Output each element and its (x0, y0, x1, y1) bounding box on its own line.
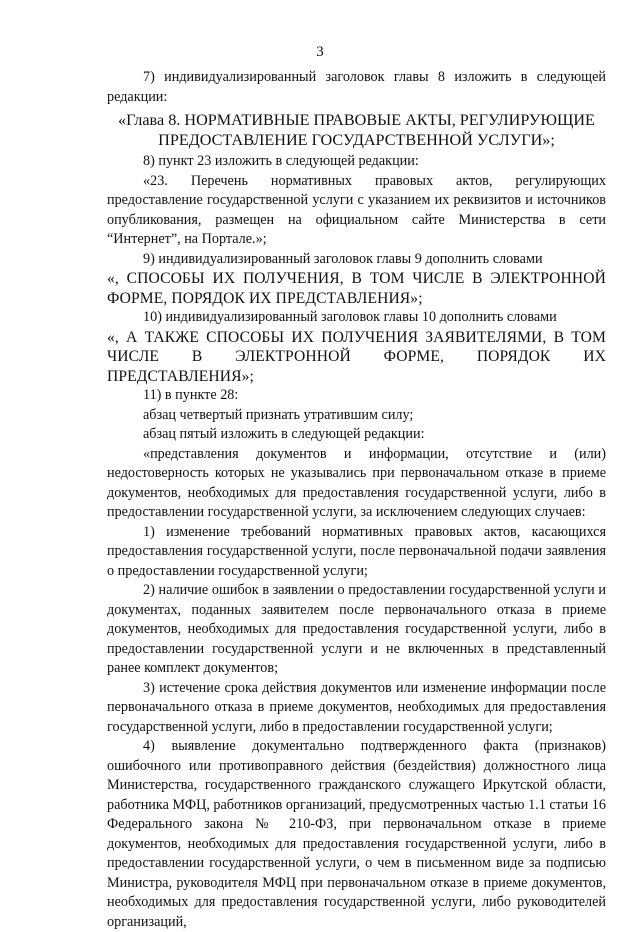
document-body (107, 68, 606, 932)
paragraph-abzac-5: абзац пятый изложить в следующей редакции: (143, 426, 425, 442)
chapter-9-addition-quote: «, СПОСОБЫ ИХ ПОЛУЧЕНИЯ, В ТОМ ЧИСЛЕ В ЭЛЕКТРОННОЙ ФОРМЕ, ПОРЯДОК ИХ ПРЕДСТАВЛЕНИЯ»; (107, 270, 606, 307)
chapter-8-heading-quote: «Глава 8. НОРМАТИВНЫЕ ПРАВОВЫЕ АКТЫ, РЕГУЛИРУЮЩИЕ ПРЕДОСТАВЛЕНИЕ ГОСУДАРСТВЕННОЙ УСЛУГИ»; (118, 111, 595, 149)
paragraph-item-8: 8) пункт 23 изложить в следующей редакции: (143, 153, 419, 169)
list-item-4: 4) выявление документально подтвержденного факта (признаков) ошибочного или противоправного действия (бездействия) должностного лица Министерства, государственного гражданского служащего Иркутской области, работника МФЦ, работников организаций, предусмотренных частью 1.1 статьи 16 Федерального закона № 210-ФЗ, при первоначальном отказе в приеме документов, необходимых для предоставления государственной услуги, либо в предоставлении государственной услуги, о чем в письменном виде за подписью Министра, руководителя МФЦ при первоначальном отказе в приеме документов, необходимых для предоставления государственной услуги, либо руководителей организаций, (107, 738, 606, 930)
list-item-3: 3) истечение срока действия документов или изменение информации после первоначального отказа в приеме документов, необходимых для предоставления государственной услуги, либо в предоставлении государственной услуги; (107, 679, 606, 735)
list-item-1: 1) изменение требований нормативных правовых актов, касающихся предоставления государственной услуги, после первоначальной подачи заявления о предоставлении государственной услуги; (107, 523, 606, 579)
page-number: 3 (316, 44, 324, 60)
paragraph-item-10: 10) индивидуализированный заголовок главы 10 дополнить словами (143, 309, 557, 325)
paragraph-abzac-5-text: «представления документов и информации, отсутствие и (или) недостоверность которых не указывались при первоначальном отказе в приеме документов, необходимых для предоставления государственной услуги, либо в предоставлении государственной услуги, за исключением следующих случаев: (107, 445, 606, 520)
paragraph-item-7: 7) индивидуализированный заголовок главы 8 изложить в следующей редакции: (107, 69, 606, 105)
paragraph-abzac-4: абзац четвертый признать утратившим силу; (143, 406, 414, 423)
list-item-2: 2) наличие ошибок в заявлении о предоставлении государственной услуги и документах, поданных заявителем после первоначального отказа в приеме документов, необходимых для предоставления государственной услуги, либо в предоставлении государственной услуги и не включенных в представленный ранее комплект документов; (107, 582, 606, 676)
chapter-10-addition-quote: «, А ТАКЖЕ СПОСОБЫ ИХ ПОЛУЧЕНИЯ ЗАЯВИТЕЛЯМИ, В ТОМ ЧИСЛЕ В ЭЛЕКТРОННОЙ ФОРМЕ, ПОРЯДОК ИХ ПРЕДСТАВЛЕНИЯ»; (107, 328, 606, 385)
paragraph-point-23-text: «23. Перечень нормативных правовых актов, регулирующих предоставление государственной услуги с указанием их реквизитов и источников опубликования, размещен на официальном сайте Министерства в сети “Интернет”, на Портале.»; (107, 172, 606, 247)
paragraph-item-9: 9) индивидуализированный заголовок главы 9 дополнить словами (143, 250, 543, 267)
paragraph-item-11: 11) в пункте 28: (143, 387, 239, 403)
